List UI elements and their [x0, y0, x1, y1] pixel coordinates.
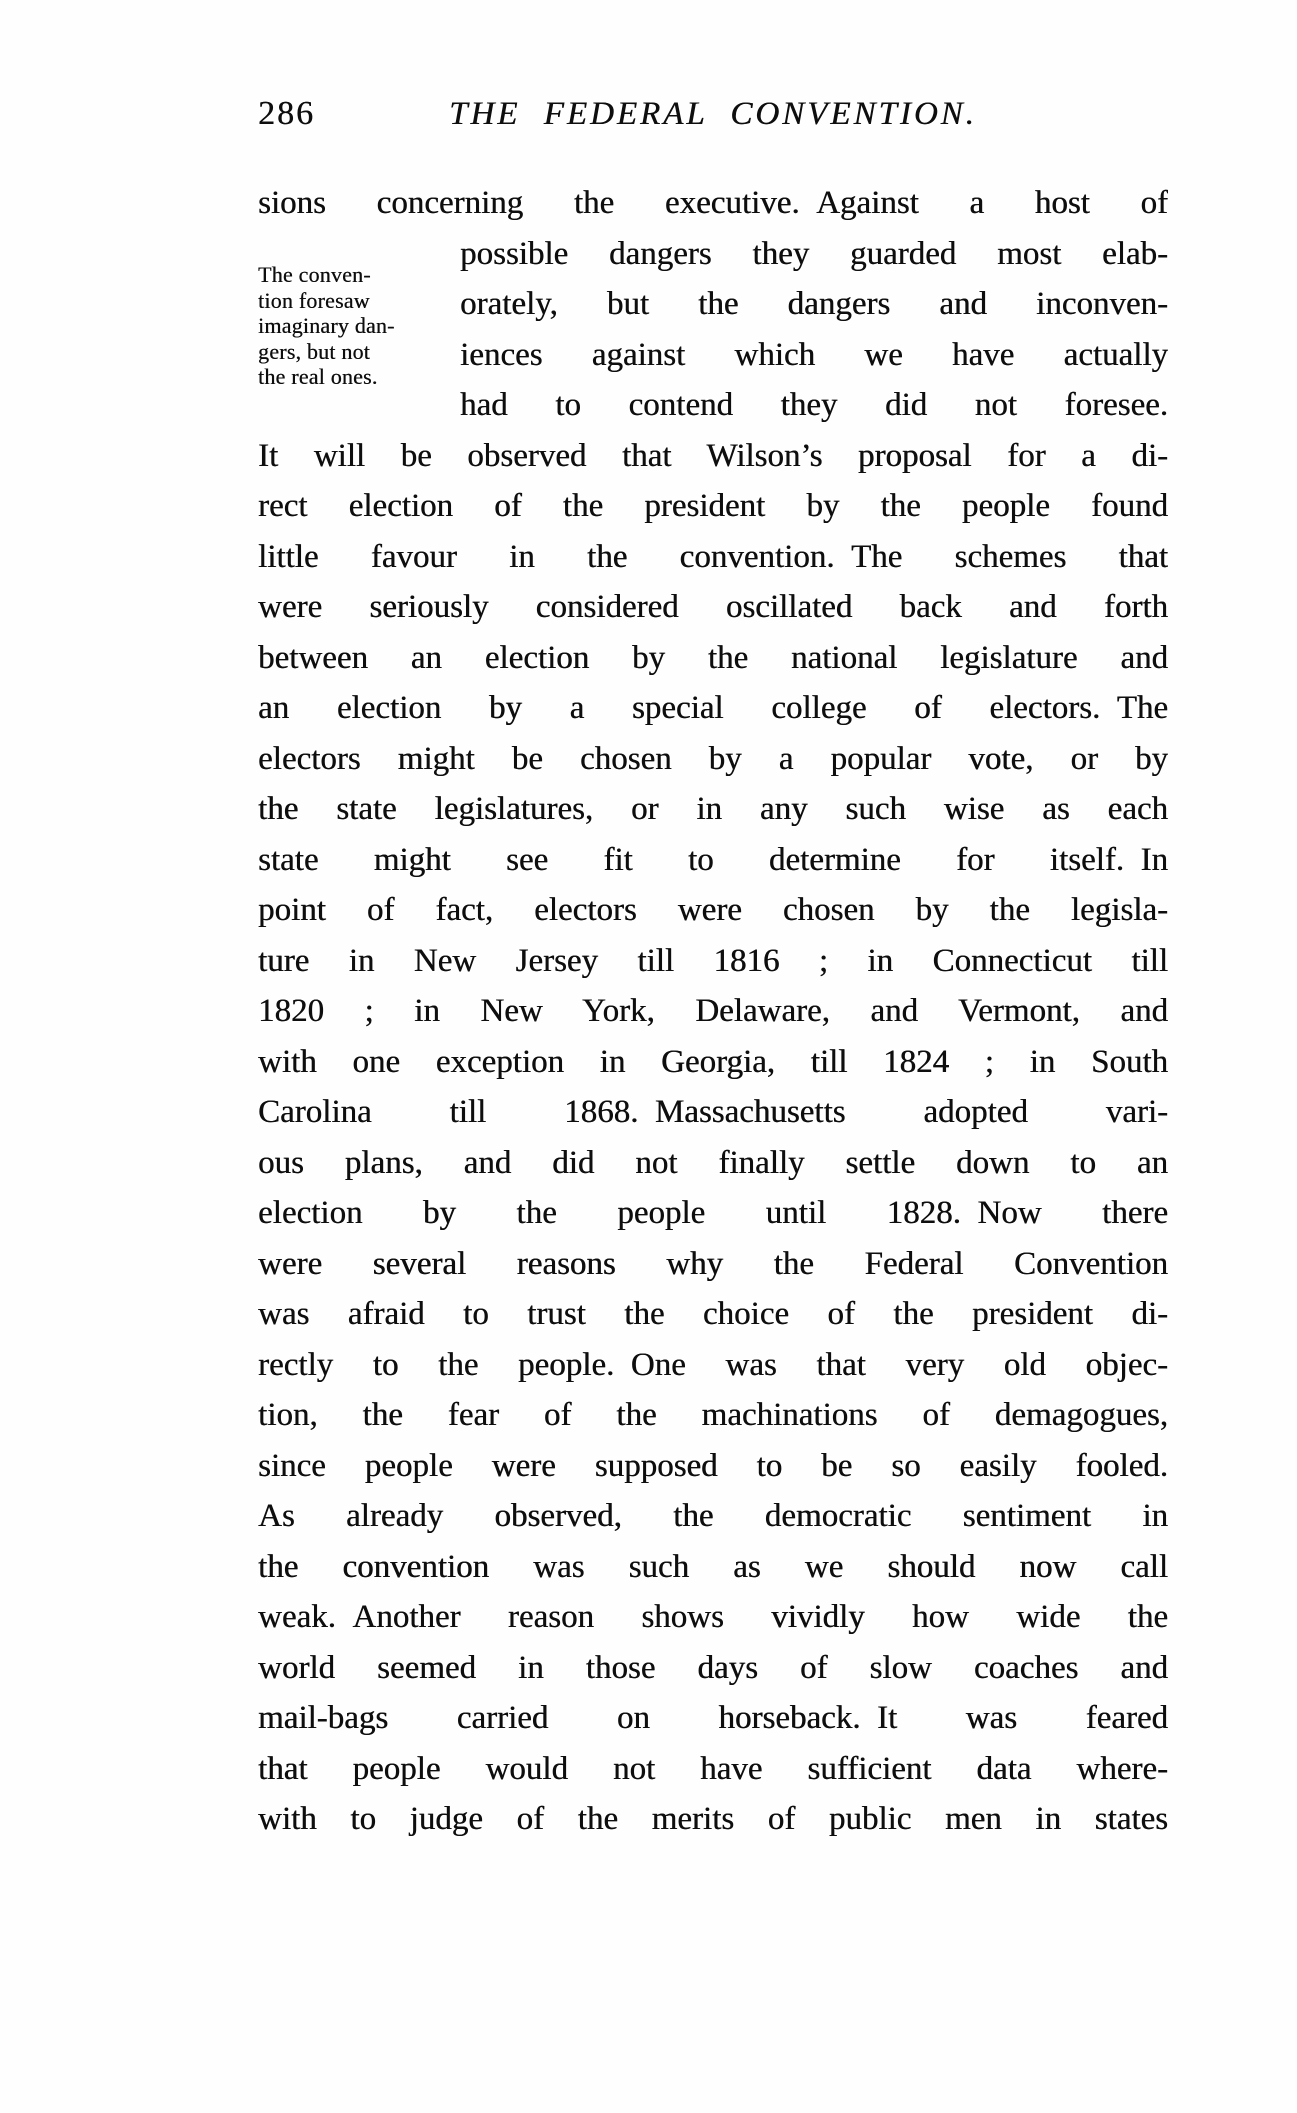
- body-text: [258, 178, 1168, 1845]
- text-line: that people would not have sufficient data where-: [258, 1750, 1168, 1787]
- text-line: were several reasons why the Federal Convention: [258, 1245, 1168, 1282]
- text-line: were seriously considered oscillated back and forth: [258, 589, 1168, 625]
- text-line: Carolina till 1868. Massachusetts adopted vari-: [258, 1094, 1168, 1130]
- text-line: since people were supposed to be so easily fooled.: [258, 1447, 1168, 1484]
- text-line: was afraid to trust the choice of the president di-: [258, 1296, 1168, 1332]
- text-line: had to contend they did not foresee.: [460, 387, 1168, 423]
- sidenote-line: gers, but not: [258, 338, 370, 364]
- sidenote-line: tion foresaw: [258, 287, 370, 313]
- text-line: ture in New Jersey till 1816 ; in Connecticut till: [258, 942, 1168, 979]
- text-line: election by the people until 1828. Now there: [258, 1195, 1168, 1231]
- text-line: sions concerning the executive. Against a host of: [258, 185, 1168, 221]
- text-line: the state legislatures, or in any such wise as each: [258, 791, 1168, 827]
- text-line: tion, the fear of the machinations of demagogues,: [258, 1397, 1168, 1433]
- running-header-title: THE FEDERAL CONVENTION.: [449, 96, 977, 132]
- text-line: It will be observed that Wilson’s proposal for a di-: [258, 437, 1168, 474]
- sidenote-line: the real ones.: [258, 364, 378, 389]
- text-line: rectly to the people. One was that very old objec-: [258, 1346, 1168, 1383]
- text-line: an election by a special college of electors. The: [258, 690, 1168, 726]
- text-line: orately, but the dangers and inconven-: [460, 286, 1168, 322]
- text-line: iences against which we have actually: [460, 336, 1168, 373]
- sidenote-line: imaginary dan-: [258, 313, 395, 338]
- text-line: mail-bags carried on horseback. It was feared: [258, 1700, 1168, 1736]
- running-head: [258, 92, 1168, 136]
- sidenote-line: The conven-: [258, 262, 371, 287]
- text-line: little favour in the convention. The schemes that: [258, 538, 1168, 575]
- text-line: possible dangers they guarded most elab-: [460, 235, 1168, 272]
- text-line: As already observed, the democratic sentiment in: [258, 1498, 1168, 1534]
- text-line: the convention was such as we should now call: [258, 1548, 1168, 1585]
- text-line: ous plans, and did not finally settle down to an: [258, 1144, 1168, 1181]
- text-line: electors might be chosen by a popular vote, or by: [258, 740, 1168, 777]
- text-line: point of fact, electors were chosen by the legisla-: [258, 892, 1168, 928]
- text-line: with to judge of the merits of public men in states: [258, 1801, 1168, 1837]
- text-line: world seemed in those days of slow coaches and: [258, 1649, 1168, 1686]
- text-line: rect election of the president by the people found: [258, 488, 1168, 524]
- text-line: between an election by the national legislature and: [258, 639, 1168, 676]
- text-line: state might see fit to determine for itself. In: [258, 841, 1168, 878]
- page-number: 286: [258, 95, 315, 132]
- text-line: weak. Another reason shows vividly how wide the: [258, 1599, 1168, 1635]
- text-line: 1820 ; in New York, Delaware, and Vermont, and: [258, 993, 1168, 1029]
- text-line: with one exception in Georgia, till 1824 ; in South: [258, 1043, 1168, 1080]
